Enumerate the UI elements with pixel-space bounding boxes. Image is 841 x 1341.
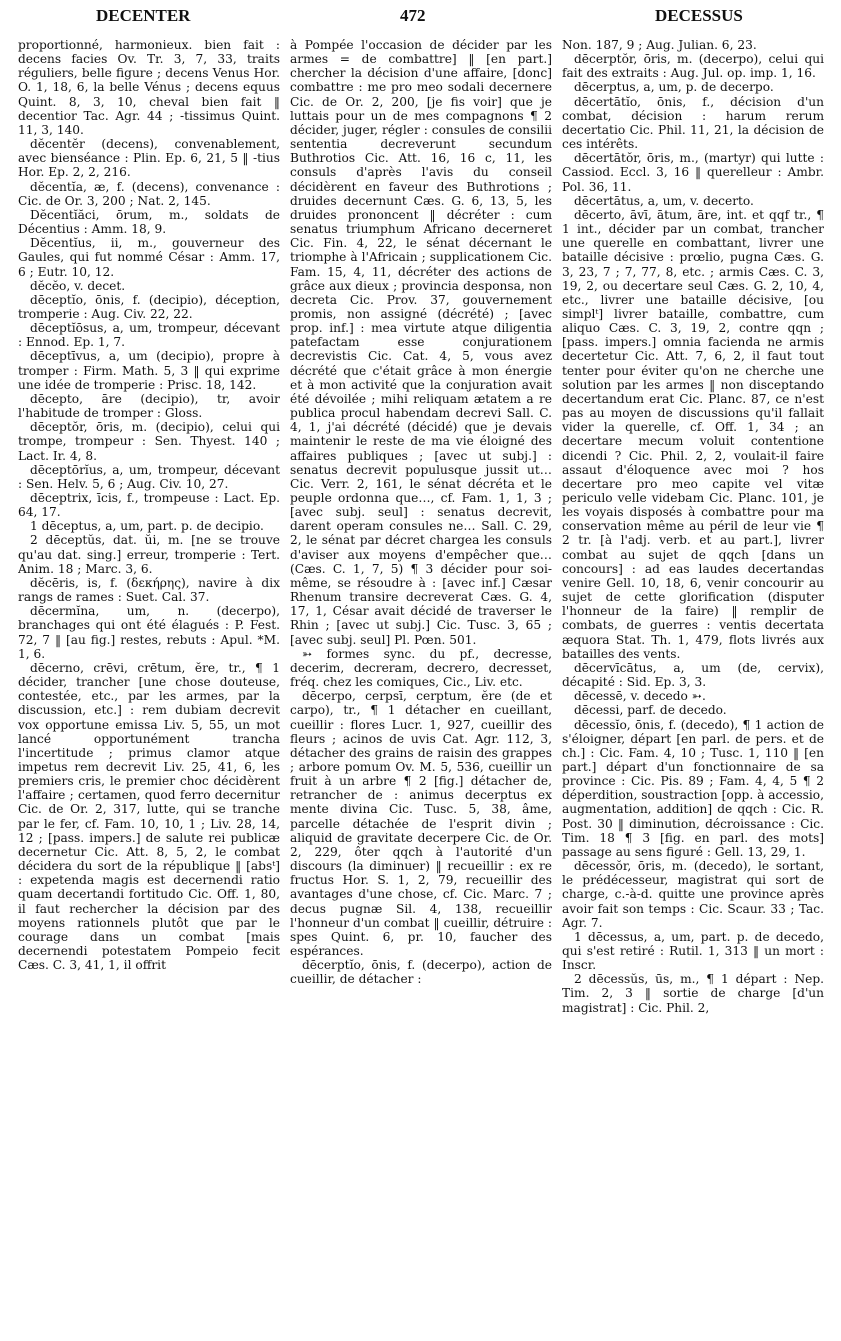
dictionary-entry: dēcessē, v. decedo ➳. (574, 689, 706, 704)
dictionary-entry: dēceptīvus, a, um (decipio), propre à tromper : Firm. Math. 5, 3 ‖ qui exprime une idée de tromperie : Prisc. 18, 142. (18, 349, 280, 392)
dictionary-entry: dēcertātŏr, ōris, m., (martyr) qui lutte : Cassiod. Eccl. 3, 16 ‖ querelleur : Ambr. Pol. 36, 11. (562, 151, 824, 194)
dictionary-entry: dēcervīcātus, a, um (de, cervix), décapité : Sid. Ep. 3, 3. (562, 660, 824, 690)
entry-continuation: à Pompée l'occasion de décider par les armes = de combattre] ‖ [en part.] chercher la décision d'une affaire, [donc] combattre : me pro meo sodali decernere Cic. de Or. 2, 200, [je fis voir] que je luttais pour un de mes compagnons ¶ 2 décider, juger, régler : consules de consilii sententia decreverunt secundum Buthrotios Cic. Att. 16, 16 c, 11, les consuls d'après l'avis du conseil décidèrent en faveur des Buthrotions ; druides decernunt Cæs. G. 6, 13, 5, les druides prononcent ‖ décréter : cum senatus triumphum Africano decerneret Cic. Fin. 4, 22, le sénat décernant le triomphe à l'Africain ; supplicationem Cic. Fam. 15, 4, 11, décréter des actions de grâce aux dieux ; provincia desponsa, non decreta Cic. Prov. 37, gouvernement promis, non assigné (décrété) ; [avec prop. inf.] : mea virtute atque diligentia patefactam esse conjurationem decrevistis Cic. Cat. 4, 5, vous avez décrété que c'était grâce à mon énergie et à mon activité que la conjuration avait été dévoilée ; mihi reliquam ætatem a re publica procul habendam decrevi Sall. C. 4, 1, j'ai décrété (décidé) que je devais maintenir le reste de ma vie éloigné des affaires publiques ; [avec ut subj.] : senatus decrevit populusque jussit ut… Cic. Verr. 2, 161, le sénat décréta et le peuple ordonna que…, cf. Fam. 1, 1, 3 ; [avec subj. seul] : senatus decrevit, darent operam consules ne… Sall. C. 29, 2, le sénat par décret chargea les consuls d'aviser aux moyens d'empêcher que… (Cæs. C. 1, 7, 5) ¶ 3 décider pour soi-même, se résoudre à : [avec inf.] Cæsar Rhenum transire decreverat Cæs. G. 4, 17, 1, César avait décidé de traverser le Rhin ; [avec ut subj.] Cic. Tusc. 3, 65 ; [avec subj. seul] Pl. Pœn. 501. (290, 38, 552, 647)
dictionary-entry: dĕcentĭa, æ, f. (decens), convenance : Cic. de Or. 3, 200 ; Nat. 2, 145. (18, 179, 280, 208)
dictionary-columns (18, 38, 826, 1334)
dictionary-entry: dēcerno, crēvi, crētum, ĕre, tr., ¶ 1 décider, trancher [une chose douteuse, contestée, etc., par les armes, par la discussion, etc.] : rem dubiam decrevit vox opportune emissa Liv. 5, 55, un mot lancé opportunément trancha l'incertitude ; primus clamor atque impetus rem decrevit Liv. 25, 41, 6, les premiers cris, le premier choc décidèrent l'affaire ; certamen, quod ferro decernitur Cic. de Or. 2, 317, lutte, qui se tranche par le fer, cf. Fam. 10, 10, 1 ; Liv. 28, 14, 12 ; [pass. impers.] de salute rei publicæ decernetur Cic. Att. 8, 5, 2, le combat décidera du sort de la république ‖ [absᵗ] : expetenda magis est decernendi ratio quam decertandi fortitudo Cic. Off. 1, 80, il faut rechercher la décision par des moyens rationnels plutôt que par le courage dans un combat [mais decernendi potestatem Pompeio fecit Cæs. C. 3, 41, 1, il offrit (18, 660, 280, 973)
dictionary-entry: dĕcĕo, v. decet. (30, 278, 126, 293)
dictionary-entry: 2 dēcessŭs, ūs, m., ¶ 1 départ : Nep. Tim. 2, 3 ‖ sortie de charge [d'un magistrat] : Cic. Phil. 2, (562, 972, 824, 1015)
dictionary-entry: dēcertātus, a, um, v. decerto. (574, 193, 754, 208)
dictionary-entry: Dĕcentĭăci, ōrum, m., soldats de Décentius : Amm. 18, 9. (18, 207, 280, 237)
dictionary-entry: 1 dēceptus, a, um, part. p. de decipio. (30, 519, 264, 534)
dictionary-entry: dēcertātĭo, ōnis, f., décision d'un combat, décision : harum rerum decertatio Cic. Phil. 11, 21, la décision de ces intérêts. (562, 94, 824, 152)
dictionary-entry: dēcerpo, cerpsī, cerptum, ĕre (de et carpo), tr., ¶ 1 détacher en cueillant, cueillir : flores Lucr. 1, 927, cueillir des fleurs ; acinos de uvis Cat. Agr. 112, 3, détacher des grains de raisin des grappes ; arbore pomum Ov. M. 5, 536, cueillir un fruit à un arbre ¶ 2 [fig.] détacher de, retrancher de : animus decerptus ex mente divina Cic. Tusc. 5, 38, âme, parcelle détachée de l'esprit divin ; aliquid de gravitate decerpere Cic. de Or. 2, 229, ôter qqch à l'autorité d'un discours (la diminuer) ‖ recueillir : ex re fructus Hor. S. 1, 2, 79, recueillir des avantages d'une chose, cf. Cic. Marc. 7 ; decus pugnæ Sil. 4, 138, recueillir l'honneur d'un combat ‖ cueillir, détruire : spes Quint. 6, pr. 10, faucher des espérances. (290, 689, 552, 958)
dictionary-entry: dēcerptĭo, ōnis, f. (decerpo), action de cueillir, de détacher : (290, 958, 552, 987)
column-left (18, 38, 280, 1334)
dictionary-entry: dēceptrix, īcis, f., trompeuse : Lact. Ep. 64, 17. (18, 491, 280, 520)
page-header (0, 6, 841, 32)
dictionary-entry: dēceptĭōsus, a, um, trompeur, décevant : Ennod. Ep. 1, 7. (18, 321, 280, 350)
page-number: 472 (400, 6, 426, 25)
dictionary-entry: dĕcēris, is, f. (δεκήρης), navire à dix rangs de rames : Suet. Cal. 37. (18, 575, 280, 605)
header-last-entry: DECESSUS (655, 6, 743, 25)
entry-continuation: Non. 187, 9 ; Aug. Julian. 6, 23. (562, 38, 757, 52)
dictionary-entry: dēcessi, parf. de decedo. (574, 703, 727, 718)
dictionary-entry: Dĕcentĭus, ii, m., gouverneur des Gaules, qui fut nommé César : Amm. 17, 6 ; Eutr. 10, 12. (18, 236, 280, 279)
entry-continuation: proportionné, harmonieux. bien fait : decens facies Ov. Tr. 3, 7, 33, traits réguliers, belle figure ; decens Venus Hor. O. 1, 18, 6, la belle Vénus ; decens equus Quint. 8, 3, 10, cheval bien fait ‖ decentior Tac. Agr. 44 ; -tissimus Quint. 11, 3, 140. (18, 38, 280, 137)
dictionary-entry: dĕcentĕr (decens), convenablement, avec bienséance : Plin. Ep. 6, 21, 5 ‖ -tius Hor. Ep. 2, 2, 216. (18, 137, 280, 180)
dictionary-entry: ➳ formes sync. du pf., decresse, decerim, decreram, decrero, decresset, fréq. chez les comiques, Cic., Liv. etc. (290, 646, 552, 690)
column-middle (290, 38, 552, 1334)
dictionary-entry: dēcessŏr, ōris, m. (decedo), le sortant, le prédécesseur, magistrat qui sort de charge, c.-à-d. quitte une province après avoir fait son temps : Cic. Scaur. 33 ; Tac. Agr. 7. (562, 859, 824, 930)
dictionary-entry: dēcerptŏr, ōris, m. (decerpo), celui qui fait des extraits : Aug. Jul. op. imp. 1, 16. (562, 52, 824, 81)
dictionary-entry: dēcerptus, a, um, p. de decerpo. (574, 80, 774, 95)
dictionary-entry: dēceptŏr, ōris, m. (decipio), celui qui trompe, trompeur : Sen. Thyest. 140 ; Lact. Ir. 4, 8. (18, 420, 280, 463)
dictionary-entry: dēcermĭna, um, n. (decerpo), branchages qui ont été élagués : P. Fest. 72, 7 ‖ [au fig.] restes, rebuts : Apul. *M. 1, 6. (18, 604, 280, 661)
dictionary-entry: dēceptōrĭus, a, um, trompeur, décevant : Sen. Helv. 5, 6 ; Aug. Civ. 10, 27. (18, 462, 280, 491)
header-first-entry: DECENTER (96, 6, 191, 25)
dictionary-entry: 1 dēcessus, a, um, part. p. de decedo, qui s'est retiré : Rutil. 1, 313 ‖ un mort : Inscr. (562, 929, 824, 973)
dictionary-entry: dēceptĭo, ōnis, f. (decipio), déception, tromperie : Aug. Civ. 22, 22. (18, 292, 280, 321)
column-right (562, 38, 824, 1334)
dictionary-entry: dēcepto, āre (decipio), tr, avoir l'habitude de tromper : Gloss. (18, 391, 280, 421)
dictionary-entry: dēcerto, āvī, ātum, āre, int. et qqf tr., ¶ 1 int., décider par un combat, trancher une querelle en combattant, livrer une bataille décisive : prœlio, pugna Cæs. G. 3, 23, 7 ; 7, 77, 8, etc. ; armis Cæs. C. 3, 19, 2, ou decertare seul Cæs. G. 2, 10, 4, etc., livrer une bataille décisive, [ou simplᵗ] livrer bataille, combattre, cum aliquo Cæs. C. 3, 19, 2, contre qqn ; [pass. impers.] omnia facienda ne armis decertetur Cic. Att. 7, 6, 2, il faut tout tenter pour éviter qu'on ne cherche une solution par les armes ‖ non disceptando decertandum erat Cic. Planc. 87, ce n'est pas au moyen de discussions qu'il fallait vider la querelle, cf. Off. 1, 34 ; an decertare mecum voluit contentione dicendi ? Cic. Phil. 2, 2, voulait-il faire assaut d'éloquence avec moi ? hos decertare pro meo capite vel vitæ periculo velle videbam Cic. Planc. 101, je les voyais disposés à combattre pour ma conservation même au péril de leur vie ¶ 2 tr. [à l'adj. verb. et au part.], livrer combat au sujet de qqch [dans un concours] : ad eas laudes decertandas venire Gell. 10, 18, 6, venir concourir au sujet de cette glorification (disputer l'honneur de la faire) ‖ remplir de combats, de guerres : ventis decertata æquora Stat. Th. 1, 479, flots livrés aux batailles des vents. (562, 207, 824, 661)
dictionary-entry: dēcessĭo, ōnis, f. (decedo), ¶ 1 action de s'éloigner, départ [en parl. de pers. et de ch.] : Cic. Fam. 4, 10 ; Tusc. 1, 110 ‖ [en part.] départ d'un fonctionnaire de sa province : Cic. Pis. 89 ; Fam. 4, 4, 5 ¶ 2 déperdition, soustraction [opp. à accessio, augmentation, addition] de qqch : Cic. R. Post. 30 ‖ diminution, décroissance : Cic. Tim. 18 ¶ 3 [fig. en parl. des mots] passage au sens figuré : Gell. 13, 29, 1. (562, 717, 824, 859)
dictionary-entry: 2 dēceptŭs, dat. ŭi, m. [ne se trouve qu'au dat. sing.] erreur, tromperie : Tert. Anim. 18 ; Marc. 3, 6. (18, 533, 280, 576)
